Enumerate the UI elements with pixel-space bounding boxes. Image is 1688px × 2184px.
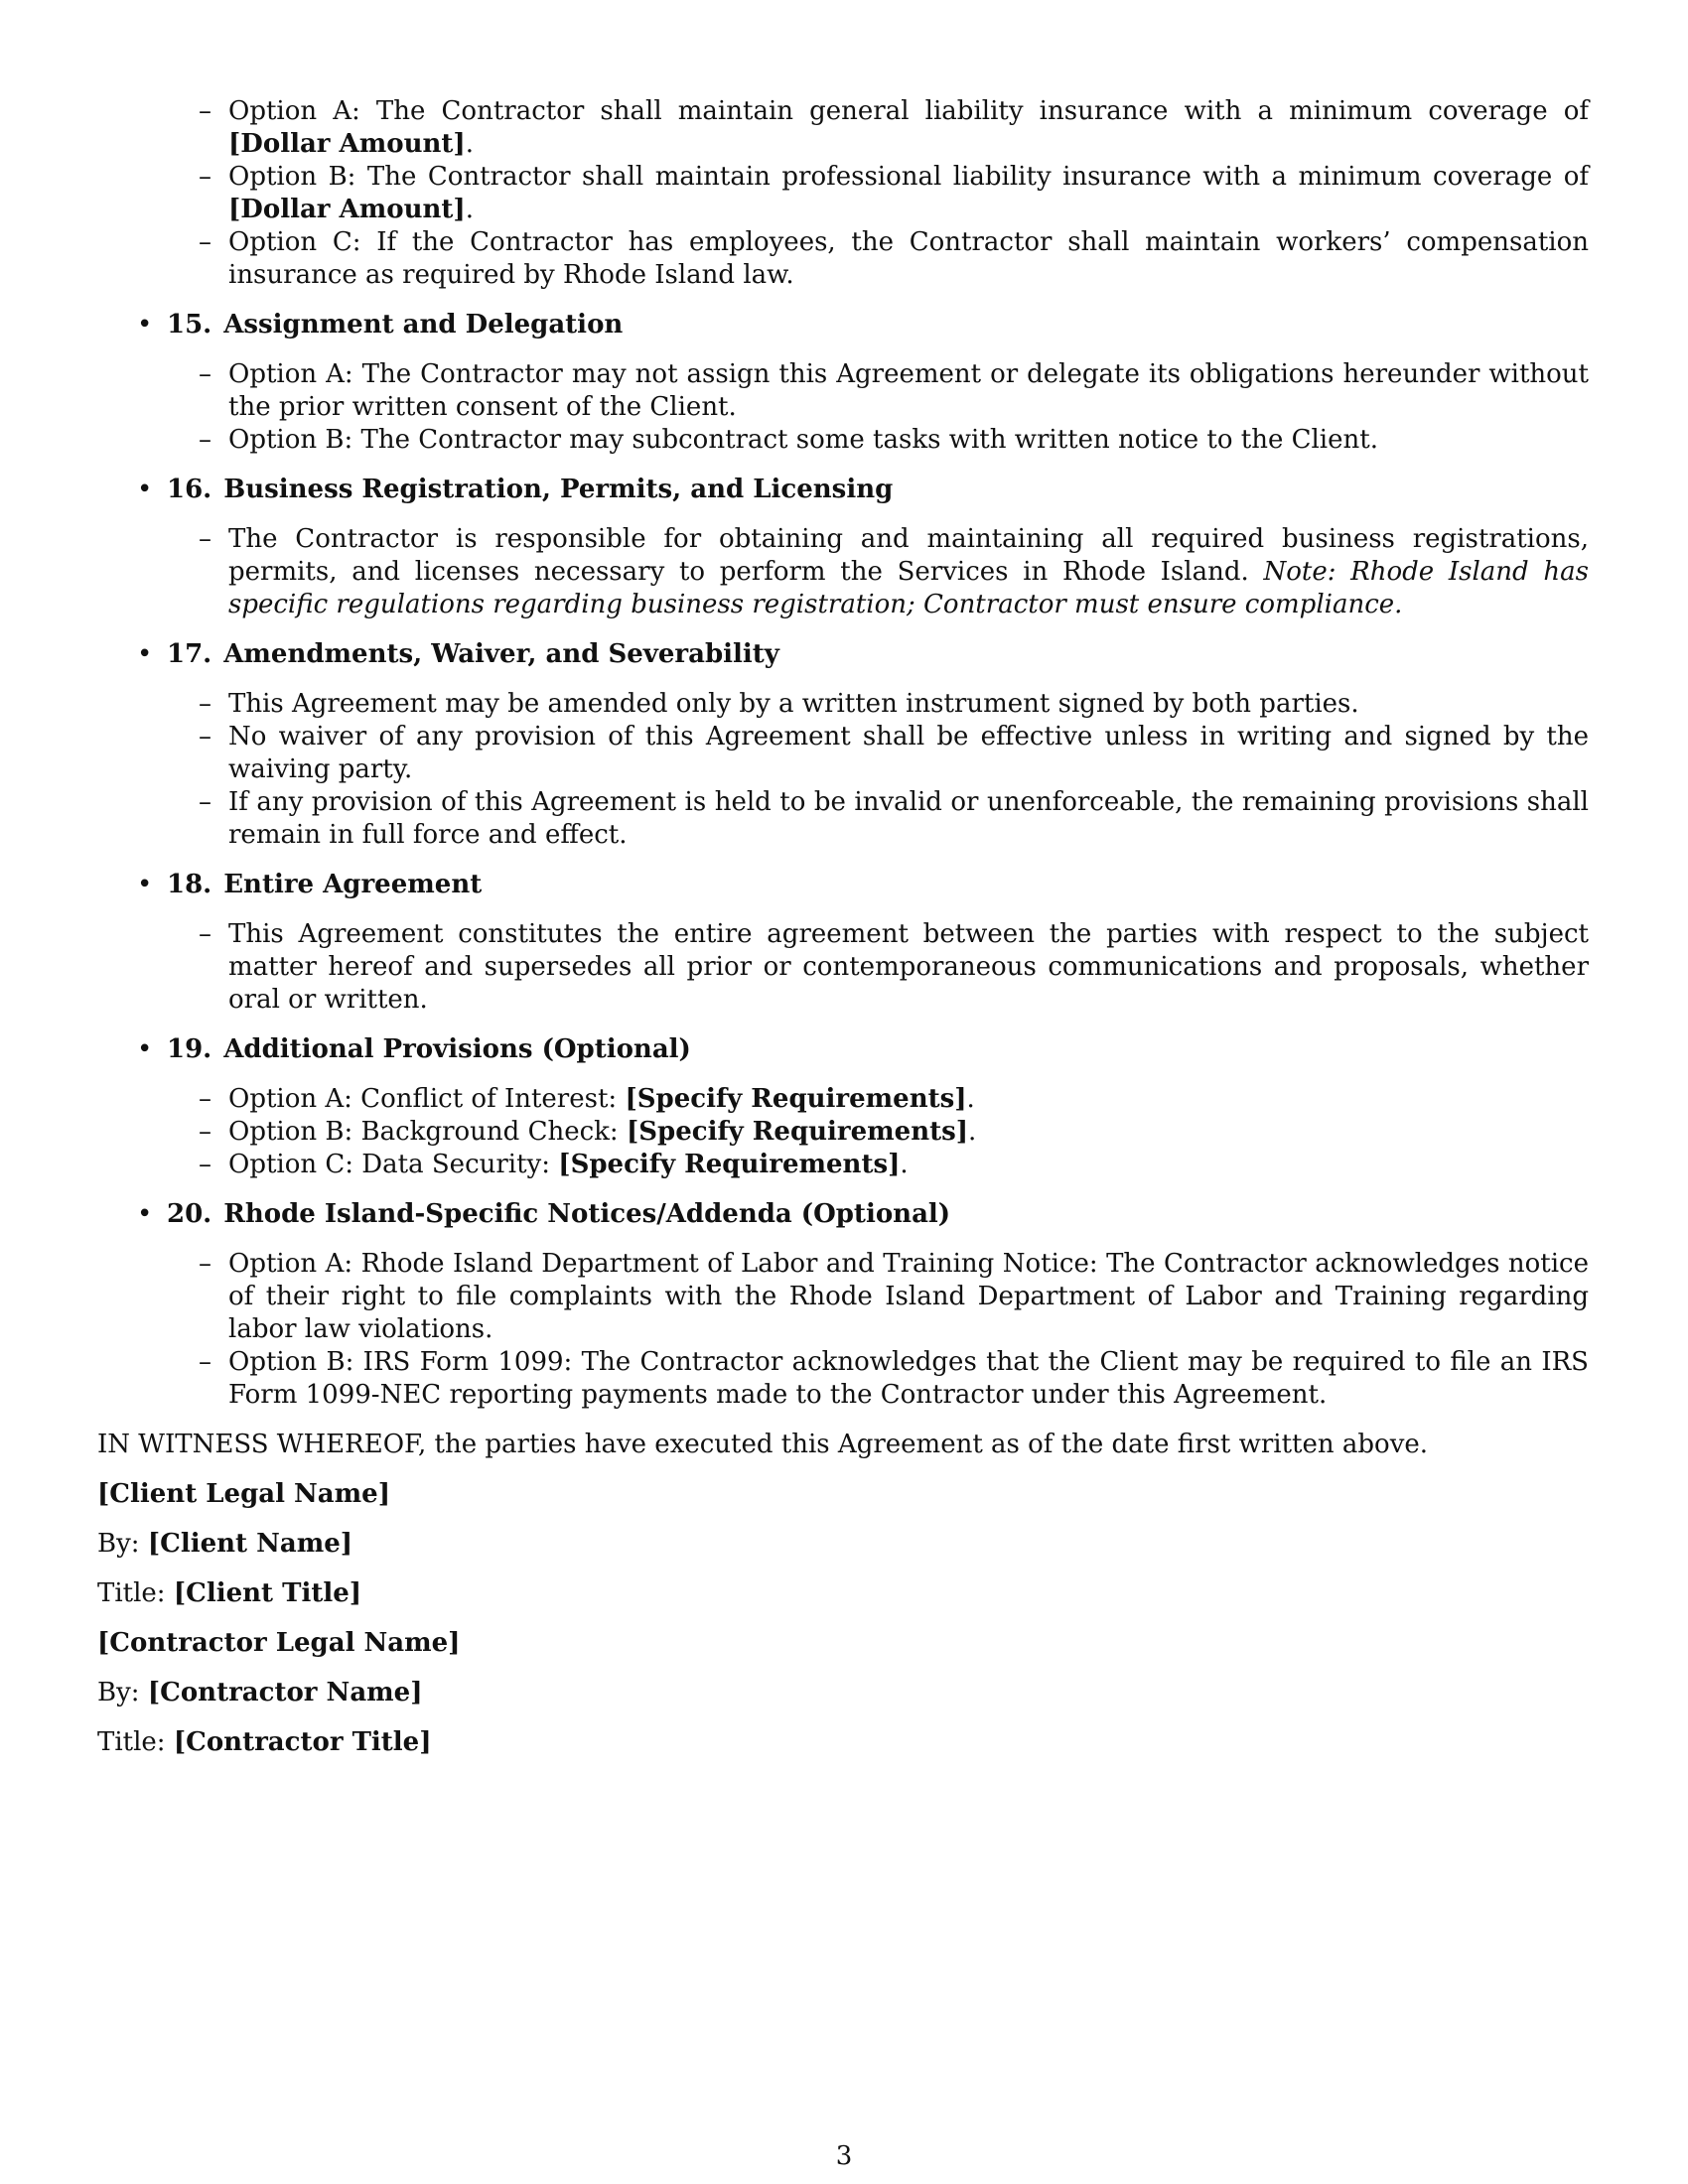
insurance-options-list xyxy=(97,95,1589,292)
item-text: Option C: Data Security: xyxy=(228,1150,559,1179)
section-number: 15. xyxy=(167,310,212,340)
list-item: – Option A: Rhode Island Department of Labor and Training Notice: The Contractor acknowledges notice of their right to file complaints with the Rhode Island Department of Labor and Training regarding labor law violations. xyxy=(228,1248,1589,1346)
section-title: Rhode Island-Specific Notices/Addenda (Optional) xyxy=(223,1199,951,1229)
section-number: 19. xyxy=(167,1034,212,1064)
section-18 xyxy=(97,869,1589,1017)
section-items xyxy=(97,1248,1589,1412)
signature-client-title xyxy=(97,1577,1589,1610)
page-number: 3 xyxy=(835,2141,853,2171)
item-text: Option B: Background Check: xyxy=(228,1117,627,1147)
section-heading xyxy=(97,1033,1589,1066)
list-item xyxy=(228,1149,1589,1181)
witness-paragraph: IN WITNESS WHEREOF, the parties have executed this Agreement as of the date first written above. xyxy=(97,1430,1429,1459)
placeholder-text: [Specify Requirements] xyxy=(625,1084,967,1114)
signature-contractor-title xyxy=(97,1726,1589,1759)
list-item xyxy=(228,1083,1589,1116)
document-page xyxy=(97,95,1589,1759)
item-text: Option C: If the Contractor has employees, the Contractor shall maintain workers’ compensation insurance as required by Rhode Island law. xyxy=(228,227,1589,290)
section-items xyxy=(97,918,1589,1017)
item-text: Option A: Conflict of Interest: xyxy=(228,1084,626,1114)
section-17 xyxy=(97,638,1589,852)
list-item xyxy=(228,1116,1589,1149)
signature-label: Title: xyxy=(97,1727,174,1757)
list-item xyxy=(228,95,1589,161)
section-number: 17. xyxy=(167,639,212,669)
item-text: Option B: The Contractor shall maintain professional liability insurance with a minimum coverage of xyxy=(228,162,1589,192)
section-19 xyxy=(97,1033,1589,1181)
signature-value: [Contractor Legal Name] xyxy=(97,1628,461,1658)
section-number: 18. xyxy=(167,870,212,899)
list-item: – If any provision of this Agreement is held to be invalid or unenforceable, the remaining provisions shall remain in full force and effect. xyxy=(228,786,1589,852)
section-heading xyxy=(97,474,1589,506)
list-item: – This Agreement may be amended only by a written instrument signed by both parties. xyxy=(228,688,1589,721)
section-20 xyxy=(97,1198,1589,1412)
section-number: 20. xyxy=(167,1199,212,1229)
section-title: Business Registration, Permits, and Licensing xyxy=(223,475,894,504)
list-item: – This Agreement constitutes the entire agreement between the parties with respect to the subject matter hereof and supersedes all prior or contemporaneous communications and proposals, whether oral or written. xyxy=(228,918,1589,1017)
list-item: – Option B: The Contractor may subcontract some tasks with written notice to the Client. xyxy=(228,424,1589,457)
signature-label: Title: xyxy=(97,1578,174,1608)
list-item: – Option B: IRS Form 1099: The Contractor acknowledges that the Client may be required to file an IRS Form 1099-NEC reporting payments made to the Contractor under this Agreement. xyxy=(228,1346,1589,1412)
section-items xyxy=(97,1083,1589,1181)
section-16 xyxy=(97,474,1589,621)
list-item xyxy=(228,226,1589,292)
item-text: . xyxy=(966,1084,975,1114)
section-heading xyxy=(97,869,1589,901)
signature-value: [Contractor Title] xyxy=(173,1727,432,1757)
section-items xyxy=(97,523,1589,621)
signature-value: [Client Name] xyxy=(147,1529,353,1559)
section-title: Amendments, Waiver, and Severability xyxy=(223,639,779,669)
item-text: Option A: The Contractor shall maintain general liability insurance with a minimum coverage of xyxy=(228,96,1589,126)
list-item xyxy=(228,161,1589,226)
placeholder-text: [Dollar Amount] xyxy=(228,195,466,224)
placeholder-text: [Specify Requirements] xyxy=(626,1117,969,1147)
signature-value: [Contractor Name] xyxy=(147,1678,423,1707)
placeholder-text: [Specify Requirements] xyxy=(558,1150,901,1179)
signature-client-name xyxy=(97,1528,1589,1561)
signature-contractor-name xyxy=(97,1677,1589,1709)
signature-contractor-legal-name xyxy=(97,1627,1589,1660)
item-text: . xyxy=(465,129,474,159)
section-title: Additional Provisions (Optional) xyxy=(223,1034,691,1064)
section-title: Entire Agreement xyxy=(223,870,483,899)
item-text: . xyxy=(465,195,474,224)
placeholder-text: [Dollar Amount] xyxy=(228,129,466,159)
signature-label: By: xyxy=(97,1529,148,1559)
signature-label: By: xyxy=(97,1678,148,1707)
section-heading xyxy=(97,1198,1589,1231)
item-text: The Contractor is responsible for obtaining and maintaining all required business registrations, permits, and licenses necessary to perform the Services in Rhode Island. xyxy=(228,524,1589,587)
signature-client-legal-name xyxy=(97,1478,1589,1511)
note-text: Note: Rhode Island has specific regulations regarding business registration; Contractor must ensure compliance. xyxy=(228,557,1589,619)
section-15 xyxy=(97,309,1589,457)
section-title: Assignment and Delegation xyxy=(223,310,624,340)
item-text: . xyxy=(968,1117,977,1147)
section-items xyxy=(97,688,1589,852)
signature-value: [Client Title] xyxy=(173,1578,362,1608)
list-item: – Option A: The Contractor may not assign this Agreement or delegate its obligations hereunder without the prior written consent of the Client. xyxy=(228,358,1589,424)
section-heading xyxy=(97,309,1589,341)
section-items xyxy=(97,358,1589,457)
signature-value: [Client Legal Name] xyxy=(97,1479,391,1509)
list-item: – No waiver of any provision of this Agreement shall be effective unless in writing and signed by the waiving party. xyxy=(228,721,1589,786)
item-text: . xyxy=(900,1150,909,1179)
list-item xyxy=(228,523,1589,621)
section-heading xyxy=(97,638,1589,671)
section-number: 16. xyxy=(167,475,212,504)
